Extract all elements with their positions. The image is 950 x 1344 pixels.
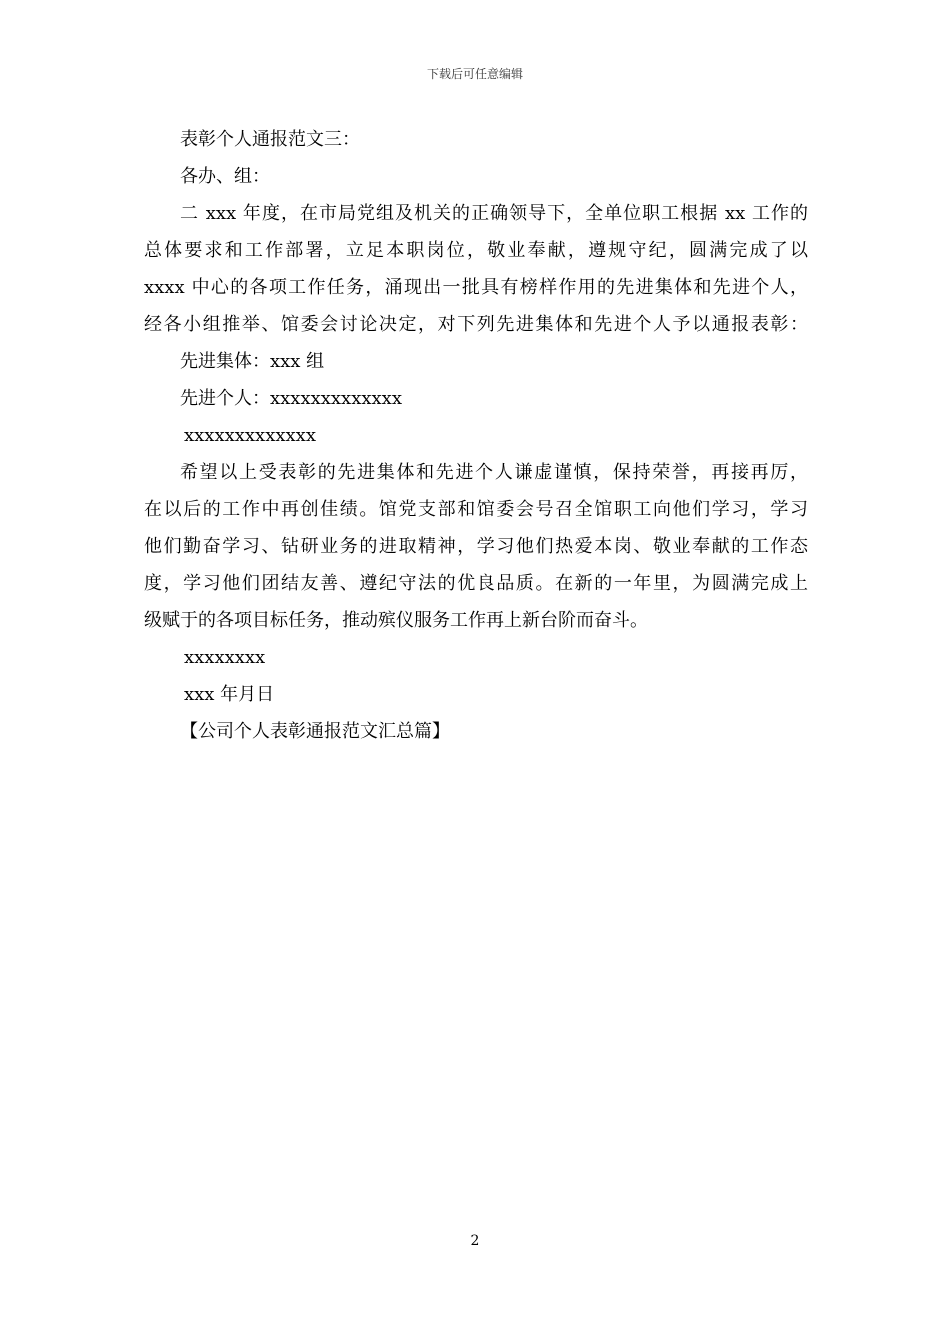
- paragraph-line: 他们勤奋学习、钻研业务的进取精神，学习他们热爱本岗、敬业奉献的工作态: [144, 536, 808, 557]
- paragraph-line: 度，学习他们团结友善、遵纪守法的优良品质。在新的一年里，为圆满完成上: [144, 573, 808, 594]
- paragraph-commendation-intro: [144, 195, 808, 343]
- document-title: 表彰个人通报范文三：: [180, 129, 360, 150]
- paragraph-line: 在以后的工作中再创佳绩。馆党支部和馆委会号召全馆职工向他们学习，学习: [144, 499, 808, 520]
- paragraph-line: xxxx 中心的各项工作任务，涌现出一批具有榜样作用的先进集体和先进个人，: [144, 277, 808, 298]
- advanced-individual-continued: xxxxxxxxxxxxx: [184, 425, 316, 446]
- paragraph-line: 二 xxx 年度，在市局党组及机关的正确领导下，全单位职工根据 xx 工作的: [180, 203, 808, 224]
- paragraph-line: 总体要求和工作部署，立足本职岗位，敬业奉献，遵规守纪，圆满完成了以: [144, 240, 808, 261]
- date-line: xxx 年月日: [184, 684, 275, 705]
- advanced-collective: 先进集体：xxx 组: [180, 351, 325, 372]
- paragraph-line: 级赋于的各项目标任务，推动殡仪服务工作再上新台阶而奋斗。: [144, 610, 648, 631]
- document-body: [144, 121, 808, 750]
- signature: xxxxxxxx: [184, 647, 266, 668]
- paragraph-hope: [144, 454, 808, 639]
- page-header: 下载后可任意编辑: [426, 67, 523, 81]
- related-articles-link[interactable]: 【公司个人表彰通报范文汇总篇】: [180, 721, 450, 742]
- salutation: 各办、组：: [180, 166, 270, 187]
- page-number: 2: [470, 1233, 480, 1249]
- paragraph-line: 经各小组推举、馆委会讨论决定，对下列先进集体和先进个人予以通报表彰：: [144, 314, 808, 335]
- advanced-individual: 先进个人：xxxxxxxxxxxxx: [180, 388, 402, 409]
- paragraph-line: 希望以上受表彰的先进集体和先进个人谦虚谨慎，保持荣誉，再接再厉，: [180, 462, 808, 483]
